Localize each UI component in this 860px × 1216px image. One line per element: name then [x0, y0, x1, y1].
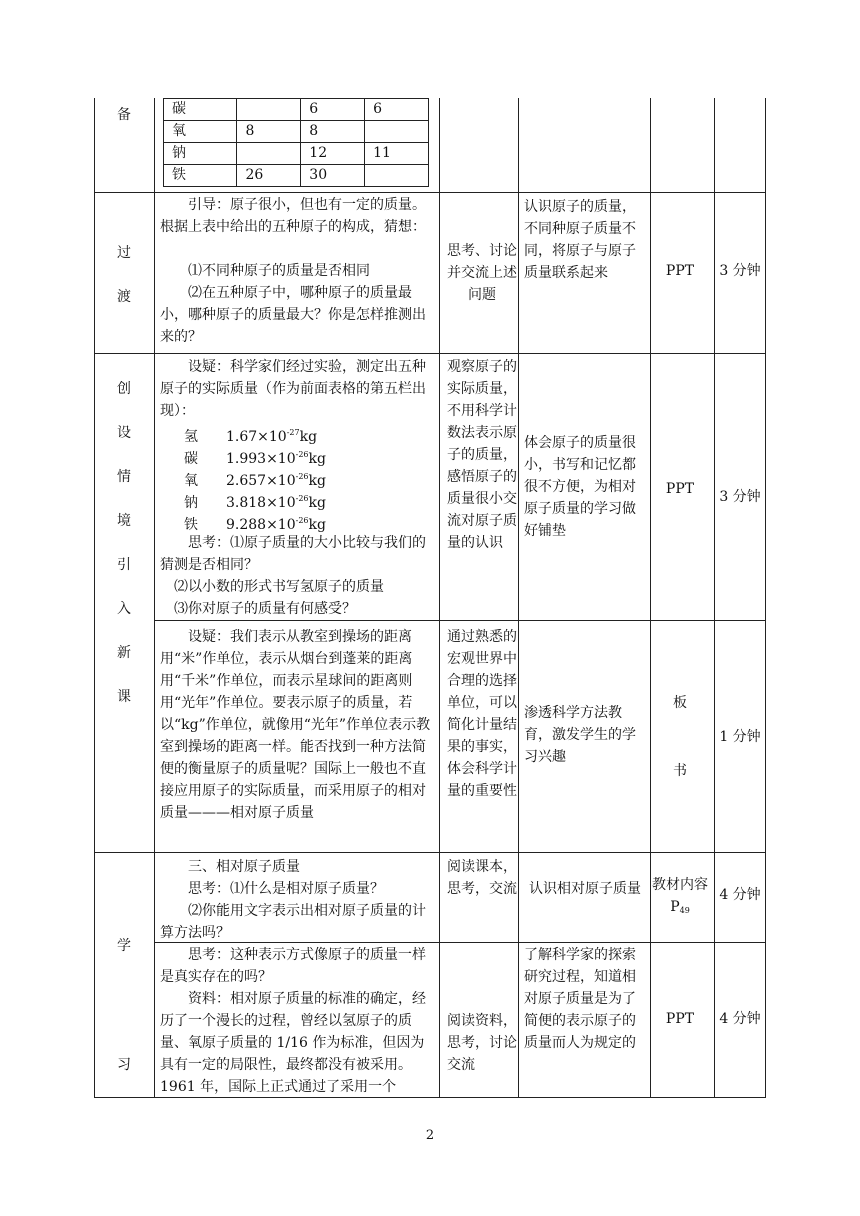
row1-student: 思考、讨论并交流上述问题 [447, 243, 517, 303]
mass-unit: kg [308, 495, 326, 511]
mass-element: 氢 [184, 429, 198, 445]
mass-value: 1.993×10 [226, 451, 296, 467]
section-label-bei: 备 [117, 107, 131, 123]
section-label-char: 学 [117, 938, 131, 954]
table-cell: 12 [301, 143, 365, 165]
row4-time: 4 分钟 [719, 887, 761, 903]
table-cell: 26 [237, 165, 301, 187]
row1-media: PPT [665, 263, 695, 279]
row5-media: PPT [665, 1011, 695, 1027]
row3-time: 1 分钟 [719, 729, 761, 745]
row3-goal: 渗透科学方法教育，激发学生的学习兴趣 [524, 705, 636, 765]
row3-text: 设疑：我们表示从教室到操场的距离用“米”作单位，表示从烟台到蓬莱的距离用“千米”作单位，而表示星球间的距离则用“光年”作单位。要表示原子的质量，若以“kg”作单位，就像用“光年”作单位表示教室到操场的距离一样。能否找到一种方法简便的衡量原子的质量呢？国际上一般也不直接应用原子的实际质量，而采用原子的相对质量———相对原子质量 [160, 629, 431, 821]
table-cell: 8 [237, 121, 301, 143]
page-ref: 49 [679, 906, 690, 915]
mass-unit: kg [299, 429, 318, 445]
row3-student: 通过熟悉的宏观世界中合理的选择单位，可以简化计量结果的事实，体会科学计量的重要性 [447, 629, 517, 799]
row2-question: ⑶你对原子的质量有何感受？ [174, 601, 356, 617]
mass-exponent: -26 [295, 450, 309, 459]
row4-text: 思考：⑴什么是相对原子质量？ [188, 881, 384, 897]
row5-goal: 了解科学家的探索研究过程，知道相对原子质量是为了简便的表示原子的质量而人为规定的 [524, 947, 636, 1051]
table-cell [237, 99, 301, 121]
section-label-char: 入 [117, 601, 131, 617]
mass-exponent: -27 [286, 428, 300, 437]
mass-unit: kg [308, 451, 326, 467]
row3-media: 书 [673, 763, 687, 779]
page-number: 2 [425, 1128, 435, 1143]
table-cell: 6 [365, 99, 429, 121]
section-label-char: 设 [117, 425, 131, 441]
row2-student: 观察原子的实际质量，不用科学计数法表示原子的质量，感悟原子的质量很小交流对原子质量的认识 [447, 359, 517, 551]
section-label-char: 引 [117, 557, 131, 573]
table-cell: 8 [301, 121, 365, 143]
row5-text: 思考：这种表示方式像原子的质量一样是真实存在的吗？ [160, 947, 426, 985]
mass-unit: kg [308, 517, 326, 533]
row5-time: 4 分钟 [719, 1011, 761, 1027]
row2-media: PPT [665, 481, 695, 497]
mass-exponent: -26 [295, 516, 309, 525]
table-row [164, 99, 429, 121]
row1-time: 3 分钟 [719, 263, 761, 279]
section-label-char: 过 [117, 245, 131, 261]
row4-text: ⑵你能用文字表示出相对原子质量的计算方法吗？ [160, 903, 426, 941]
row3-media: 板 [673, 695, 687, 711]
row1-goal: 认识原子的质量，不同种原子质量不同，将原子与原子质量联系起来 [524, 199, 636, 281]
table-cell: 钠 [164, 143, 237, 165]
table-row [164, 143, 429, 165]
media-label: 教材内容 P [652, 877, 708, 915]
section-label-char: 习 [117, 1057, 131, 1073]
table-cell: 碳 [164, 99, 237, 121]
mass-exponent: -26 [295, 494, 309, 503]
mass-element: 铁 [184, 517, 198, 533]
row4-media [650, 874, 710, 922]
mass-value: 2.657×10 [226, 473, 296, 489]
row1-text: 引导：原子很小，但也有一定的质量。根据上表中给出的五种原子的构成，猜想： [160, 197, 426, 235]
mass-value: 1.67×10 [226, 429, 287, 445]
table-cell [237, 143, 301, 165]
row2-time: 3 分钟 [719, 489, 761, 505]
mass-value: 9.288×10 [226, 517, 296, 533]
mass-element: 钠 [184, 495, 198, 511]
row4-heading: 三、相对原子质量 [188, 859, 300, 875]
section-label-char: 新 [117, 645, 131, 661]
row2-text: 设疑：科学家们经过实验，测定出五种原子的实际质量（作为前面表格的第五栏出现）： [160, 359, 426, 419]
table-cell: 30 [301, 165, 365, 187]
mass-unit: kg [308, 473, 326, 489]
mass-element: 碳 [184, 451, 198, 467]
mass-element: 氧 [184, 473, 198, 489]
row2-question: ⑵以小数的形式书写氢原子的质量 [174, 579, 384, 595]
table-row [164, 165, 429, 187]
row5-student: 阅读资料，思考，讨论交流 [447, 1013, 517, 1073]
row2-question: 思考：⑴原子质量的大小比较与我们的猜测是否相同？ [160, 535, 426, 573]
table-cell: 6 [301, 99, 365, 121]
section-label-char: 渡 [117, 289, 131, 305]
section-label-char: 境 [117, 513, 131, 529]
row5-text: 资料：相对原子质量的标准的确定，经历了一个漫长的过程，曾经以氢原子的质量、氧原子质量的 1/16 作为标准，但因为具有一定的局限性，最终都没有被采用。1961 年，国际上正式通过了采用一个 [160, 991, 426, 1095]
row4-goal: 认识相对原子质量 [529, 881, 641, 897]
section-label-char: 情 [117, 469, 131, 485]
section-label-char: 创 [117, 381, 131, 397]
table-row [164, 121, 429, 143]
section-label-char: 课 [117, 689, 131, 705]
mass-value: 3.818×10 [226, 495, 296, 511]
table-cell [365, 121, 429, 143]
table-cell [365, 165, 429, 187]
table-cell: 11 [365, 143, 429, 165]
row2-goal: 体会原子的质量很小，书写和记忆都很不方便，为相对原子质量的学习做好铺垫 [524, 435, 636, 539]
row1-text: ⑵在五种原子中，哪种原子的质量最小，哪种原子的质量最大？你是怎样推测出来的？ [160, 285, 426, 345]
element-table [163, 98, 429, 187]
row1-text: ⑴不同种原子的质量是否相同 [188, 263, 370, 279]
table-cell: 氧 [164, 121, 237, 143]
mass-exponent: -26 [295, 472, 309, 481]
row4-student: 阅读课本，思考，交流 [447, 859, 517, 897]
table-cell: 铁 [164, 165, 237, 187]
